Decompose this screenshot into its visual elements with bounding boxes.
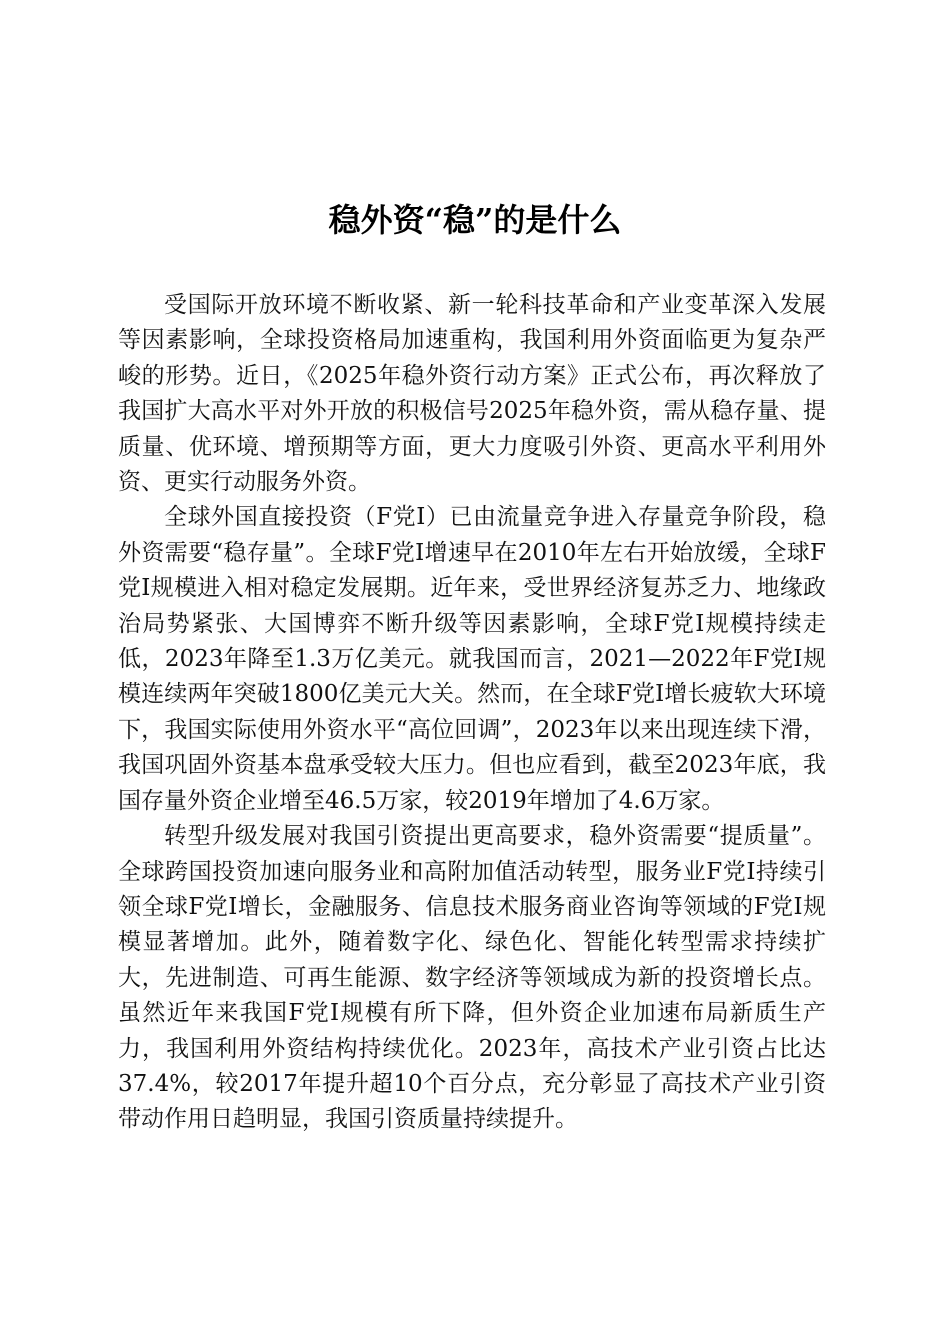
paragraph-1: 受国际开放环境不断收紧、新一轮科技革命和产业变革深入发展等因素影响，全球投资格局加速重构，我国利用外资面临更为复杂严峻的形势。近日，《2025年稳外资行动方案》正式公布，再次释放了我国扩大高水平对外开放的积极信号2025年稳外资，需从稳存量、提质量、优环境、增预期等方面，更大力度吸引外资、更高水平利用外资、更实行动服务外资。 — [118, 292, 826, 496]
paragraph-3: 转型升级发展对我国引资提出更高要求，稳外资需要“提质量”。全球跨国投资加速向服务业和高附加值活动转型，服务业F党I持续引领全球F党I增长，金融服务、信息技术服务商业咨询等领域的F党I规模显著增加。此外，随着数字化、绿色化、智能化转型需求持续扩大，先进制造、可再生能源、数字经济等领域成为新的投资增长点。虽然近年来我国F党I规模有所下降，但外资企业加速布局新质生产力，我国利用外资结构持续优化。2023年，高技术产业引资占比达37.4%，较2017年提升超10个百分点，充分彰显了高技术产业引资带动作用日趋明显，我国引资质量持续提升。 — [118, 823, 826, 1133]
paragraph-2: 全球外国直接投资（F党I）已由流量竞争进入存量竞争阶段，稳外资需要“稳存量”。全球F党I增速早在2010年左右开始放缓，全球F党I规模进入相对稳定发展期。近年来，受世界经济复苏乏力、地缘政治局势紧张、大国博弈不断升级等因素影响，全球F党I规模持续走低，2023年降至1.3万亿美元。就我国而言，2021—2022年F党I规模连续两年突破1800亿美元大关。然而，在全球F党I增长疲软大环境下，我国实际使用外资水平“高位回调”，2023年以来出现连续下滑，我国巩固外资基本盘承受较大压力。但也应看到，截至2023年底，我国存量外资企业增至46.5万家，较2019年增加了4.6万家。 — [118, 504, 826, 814]
document-body — [118, 288, 826, 1138]
document-title: 稳外资“稳”的是什么 — [328, 201, 622, 239]
